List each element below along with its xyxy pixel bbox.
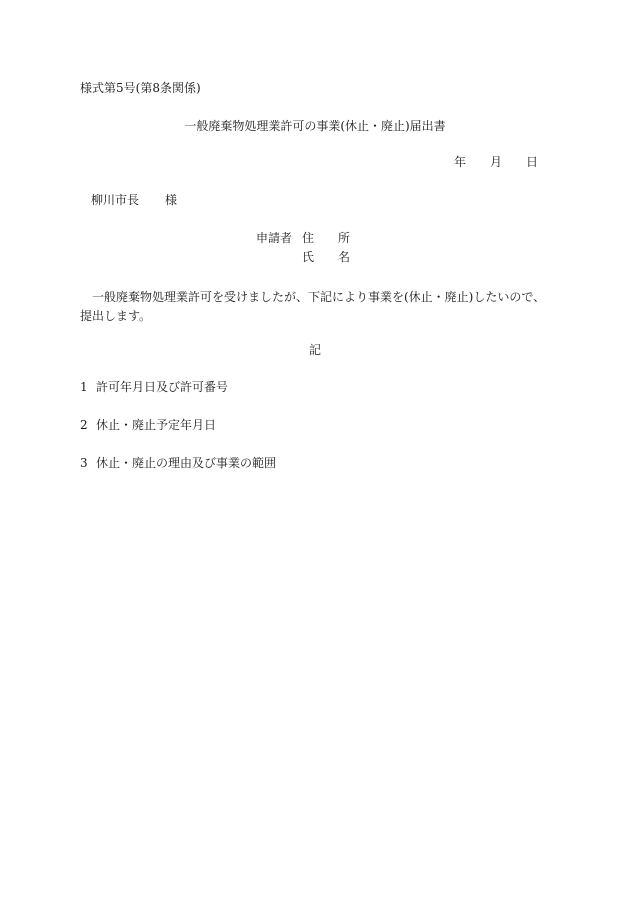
body-paragraph: 一般廃棄物処理業許可を受けましたが、下記により事業を(休止・廃止)したいので、提出します。 — [80, 290, 546, 323]
applicant-address-label — [302, 232, 350, 244]
address-label-1: 住 — [302, 231, 315, 245]
date-year: 年 — [454, 155, 467, 169]
list-item-text: 許可年月日及び許可番号 — [96, 380, 229, 394]
list-item — [80, 419, 216, 431]
form-number: 様式第5号(第8条関係) — [80, 81, 201, 95]
list-item-number: 3 — [80, 456, 88, 470]
list-item — [80, 457, 276, 469]
date-month: 月 — [490, 155, 503, 169]
address-label-2: 所 — [338, 231, 351, 245]
name-label-2: 名 — [338, 250, 351, 264]
list-item-text: 休止・廃止の理由及び事業の範囲 — [96, 456, 277, 470]
list-item — [80, 381, 228, 393]
list-item-text: 休止・廃止予定年月日 — [96, 418, 217, 432]
addressee-name: 柳川市長 — [91, 193, 140, 207]
applicant-label: 申請者 — [256, 231, 293, 245]
ki-heading: 記 — [308, 343, 321, 357]
list-item-number: 1 — [80, 380, 88, 394]
date-day: 日 — [526, 155, 539, 169]
name-label-1: 氏 — [302, 250, 315, 264]
date-line — [454, 156, 538, 168]
document-title: 一般廃棄物処理業許可の事業(休止・廃止)届出書 — [184, 119, 446, 133]
list-item-number: 2 — [80, 418, 88, 432]
addressee-honorific: 様 — [165, 193, 178, 207]
applicant-name-label — [302, 251, 350, 263]
addressee — [91, 194, 177, 206]
